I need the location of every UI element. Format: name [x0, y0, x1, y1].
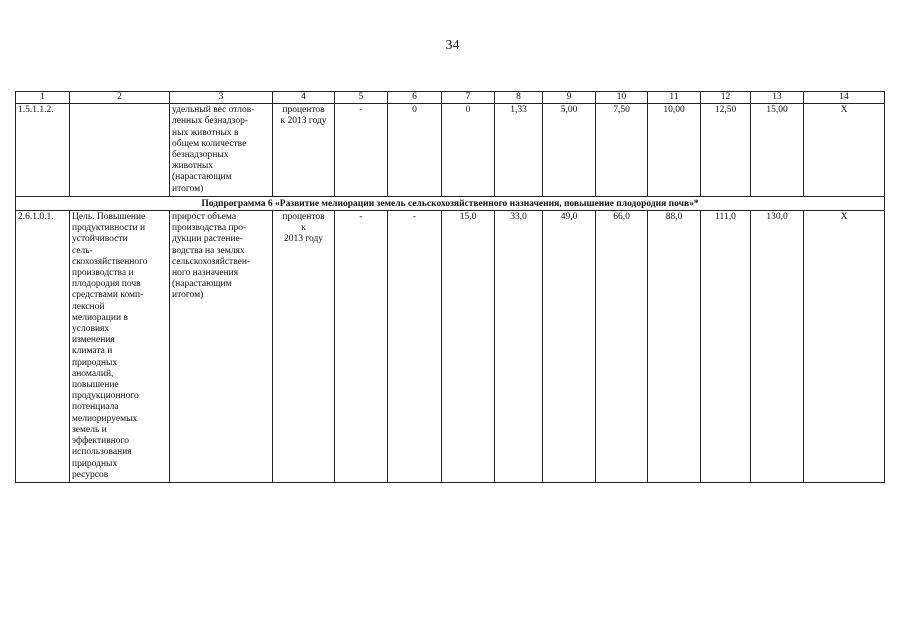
text-line: ресурсов [72, 469, 109, 480]
text-line: мелиорации в [72, 312, 128, 323]
value-cell: 0 [442, 104, 495, 197]
goal-cell [70, 211, 170, 483]
text-line: сельскохозяйствен- [172, 256, 251, 267]
text-line: потенциала [72, 402, 119, 413]
text-line: общем количестве [172, 138, 247, 149]
text-line: изменения [72, 335, 115, 346]
value-cell: 0 [388, 104, 442, 197]
text-line: земель и [72, 424, 107, 435]
column-number: 11 [648, 92, 701, 104]
unit-cell [273, 211, 335, 483]
table-row [16, 211, 885, 483]
text-line: природных [72, 458, 118, 469]
value-cell: 88,0 [648, 211, 701, 483]
subprogram-title: Подпрограмма 6 «Развитие мелиорации земель сельскохозяйственного назначения, повышение плодородия почв»* [16, 196, 885, 210]
text-line: дукции растение- [172, 234, 243, 245]
text-line: к 2013 году [280, 116, 327, 127]
value-cell: 1,33 [495, 104, 543, 197]
text-line: итогом) [172, 290, 204, 301]
value-cell: Х [804, 104, 885, 197]
text-line: процентов [282, 212, 325, 223]
text-line: плодородия почв [72, 279, 141, 290]
indicator-name [170, 211, 273, 483]
text-line: к [301, 223, 306, 234]
column-number: 12 [701, 92, 751, 104]
text-line: эффективного [72, 436, 129, 447]
goal-cell [70, 104, 170, 197]
indicators-table [15, 91, 885, 483]
text-line: Цель. Повышение [72, 212, 146, 223]
text-line: водства на землях [172, 245, 245, 256]
column-number: 7 [442, 92, 495, 104]
text-line: средствами комп- [72, 290, 144, 301]
column-number: 13 [751, 92, 804, 104]
text-line: использования [72, 447, 132, 458]
value-cell: 33,0 [495, 211, 543, 483]
text-line: лексной [72, 301, 105, 312]
text-line: животных [172, 161, 214, 172]
unit-cell [273, 104, 335, 197]
column-number: 2 [70, 92, 170, 104]
text-line: ленных безнадзор- [172, 116, 249, 127]
value-cell: - [335, 211, 388, 483]
indicator-code: 1.5.1.1.2. [16, 104, 70, 197]
text-line: повышение [72, 380, 119, 391]
text-line: природных [72, 357, 118, 368]
value-cell: 12,50 [701, 104, 751, 197]
value-cell: 66,0 [596, 211, 648, 483]
column-number: 1 [16, 92, 70, 104]
value-cell: - [388, 211, 442, 483]
page-number: 34 [445, 38, 460, 53]
column-number-row [16, 92, 885, 104]
text-line: климата и [72, 346, 113, 357]
column-number: 10 [596, 92, 648, 104]
column-number: 8 [495, 92, 543, 104]
indicator-name [170, 104, 273, 197]
column-number: 3 [170, 92, 273, 104]
text-line: ных животных в [172, 127, 239, 138]
column-number: 14 [804, 92, 885, 104]
text-line: аномалий, [72, 368, 114, 379]
table-row [16, 104, 885, 197]
text-line: условиях [72, 324, 110, 335]
column-number: 6 [388, 92, 442, 104]
text-line: продукционного [72, 391, 139, 402]
text-line: производства про- [172, 223, 247, 234]
value-cell: - [335, 104, 388, 197]
column-number: 9 [543, 92, 596, 104]
value-cell: 49,0 [543, 211, 596, 483]
text-line: производства и [72, 268, 134, 279]
text-line: продуктивности и [72, 223, 146, 234]
value-cell: 130,0 [751, 211, 804, 483]
value-cell: 7,50 [596, 104, 648, 197]
value-cell: 10,00 [648, 104, 701, 197]
text-line: ного назначения [172, 268, 239, 279]
text-line: устойчивости [72, 234, 128, 245]
text-line: (нарастающим [172, 172, 232, 183]
text-line: безнадзорных [172, 150, 229, 161]
indicator-code: 2.6.1.0.1. [16, 211, 70, 483]
value-cell: 15,00 [751, 104, 804, 197]
column-number: 4 [273, 92, 335, 104]
subprogram-row [16, 196, 885, 210]
text-line: скохозяйственного [72, 256, 148, 267]
column-number: 5 [335, 92, 388, 104]
text-line: процентов [282, 105, 325, 116]
text-line: мелиорируемых [72, 413, 138, 424]
value-cell: 5,00 [543, 104, 596, 197]
value-cell: 111,0 [701, 211, 751, 483]
text-line: 2013 году [283, 234, 324, 245]
text-line: удельный вес отлов- [172, 105, 255, 116]
value-cell: Х [804, 211, 885, 483]
text-line: прирост объема [172, 212, 237, 223]
text-line: (нарастающим [172, 279, 232, 290]
text-line: итогом) [172, 183, 204, 194]
value-cell: 15,0 [442, 211, 495, 483]
text-line: сель- [72, 245, 93, 256]
